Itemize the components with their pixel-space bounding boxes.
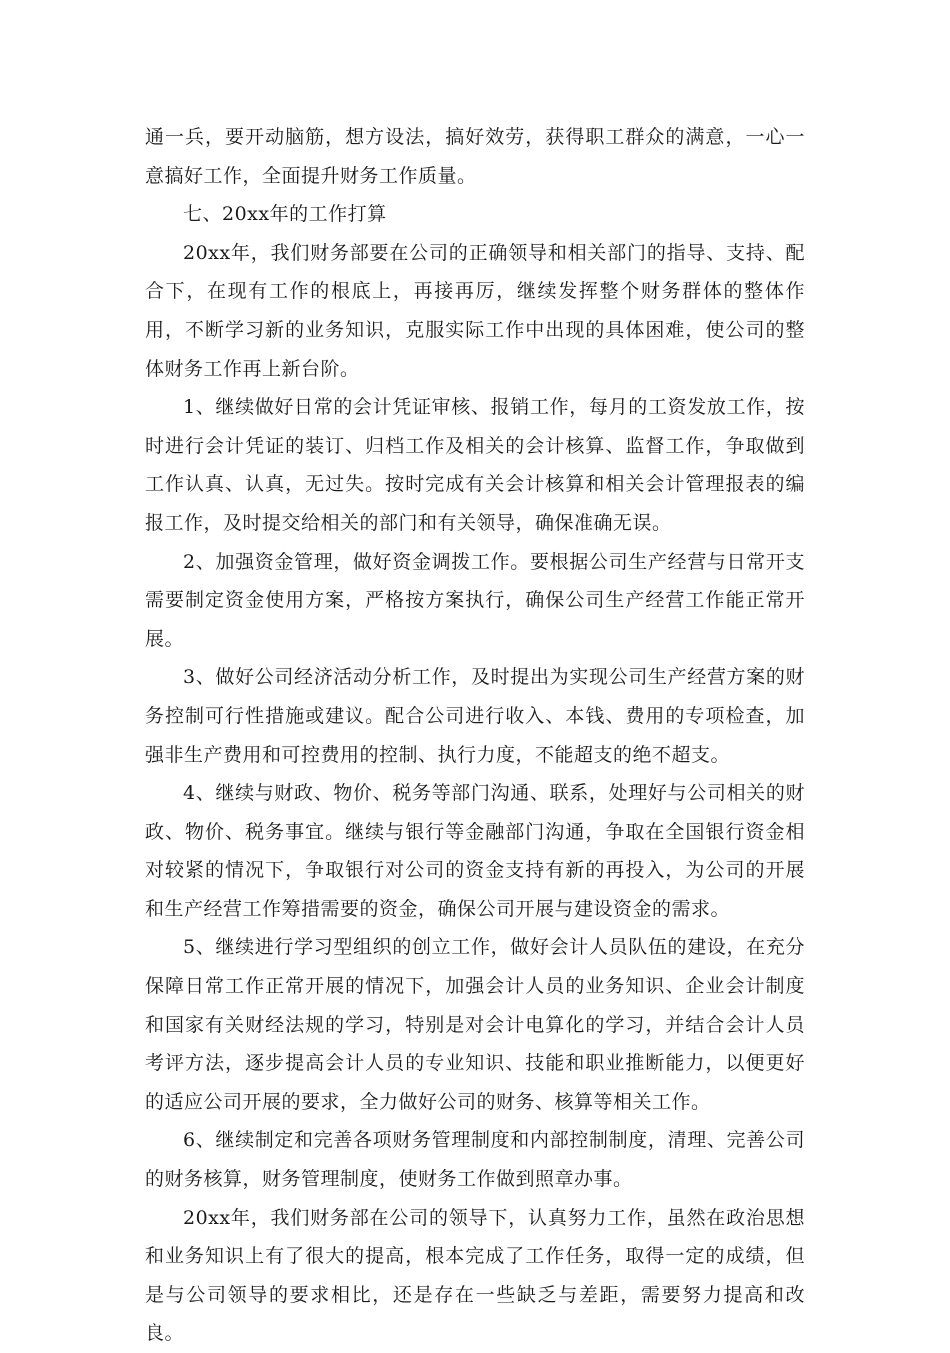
paragraph-continuation: 通一兵，要开动脑筋，想方设法，搞好效劳，获得职工群众的满意，一心一意搞好工作，全面提升财务工作质量。 xyxy=(145,126,805,187)
paragraph-plan-intro: 20xx年，我们财务部要在公司的正确领导和相关部门的指导、支持、配合下，在现有工作的根底上，再接再厉，继续发挥整个财务群体的整体作用，不断学习新的业务知识，克服实际工作中出现的具体困难，使公司的整体财务工作再上新台阶。 xyxy=(145,241,805,380)
paragraph-item-2: 2、加强资金管理，做好资金调拨工作。要根据公司生产经营与日常开支需要制定资金使用方案，严格按方案执行，确保公司生产经营工作能正常开展。 xyxy=(145,550,805,650)
document-body xyxy=(145,118,805,1353)
paragraph-item-4: 4、继续与财政、物价、税务等部门沟通、联系，处理好与公司相关的财政、物价、税务事宜。继续与银行等金融部门沟通，争取在全国银行资金相对较紧的情况下，争取银行对公司的资金支持有新的再投入，为公司的开展和生产经营工作筹措需要的资金，确保公司开展与建设资金的需求。 xyxy=(145,782,805,920)
paragraph-conclusion: 20xx年，我们财务部在公司的领导下，认真努力工作，虽然在政治思想和业务知识上有了很大的提高，根本完成了工作任务，取得一定的成绩，但是与公司领导的要求相比，还是存在一些缺乏与差距，需要努力提高和改良。 xyxy=(145,1206,805,1345)
paragraph-item-3: 3、做好公司经济活动分析工作，及时提出为实现公司生产经营方案的财务控制可行性措施或建议。配合公司进行收入、本钱、费用的专项检查，加强非生产费用和可控费用的控制、执行力度，不能超支的绝不超支。 xyxy=(145,666,805,766)
section-heading: 七、20xx年的工作打算 xyxy=(183,203,387,226)
paragraph-item-6: 6、继续制定和完善各项财务管理制度和内部控制制度，清理、完善公司的财务核算，财务管理制度，使财务工作做到照章办事。 xyxy=(145,1129,805,1191)
paragraph-item-5: 5、继续进行学习型组织的创立工作，做好会计人员队伍的建设，在充分保障日常工作正常开展的情况下，加强会计人员的业务知识、企业会计制度和国家有关财经法规的学习，特别是对会计电算化的学习，并结合会计人员考评方法，逐步提高会计人员的专业知识、技能和职业推断能力，以便更好的适应公司开展的要求，全力做好公司的财务、核算等相关工作。 xyxy=(145,936,805,1113)
paragraph-item-1: 1、继续做好日常的会计凭证审核、报销工作，每月的工资发放工作，按时进行会计凭证的装订、归档工作及相关的会计核算、监督工作，争取做到工作认真、认真，无过失。按时完成有关会计核算和相关会计管理报表的编报工作，及时提交给相关的部门和有关领导，确保准确无误。 xyxy=(145,396,805,534)
